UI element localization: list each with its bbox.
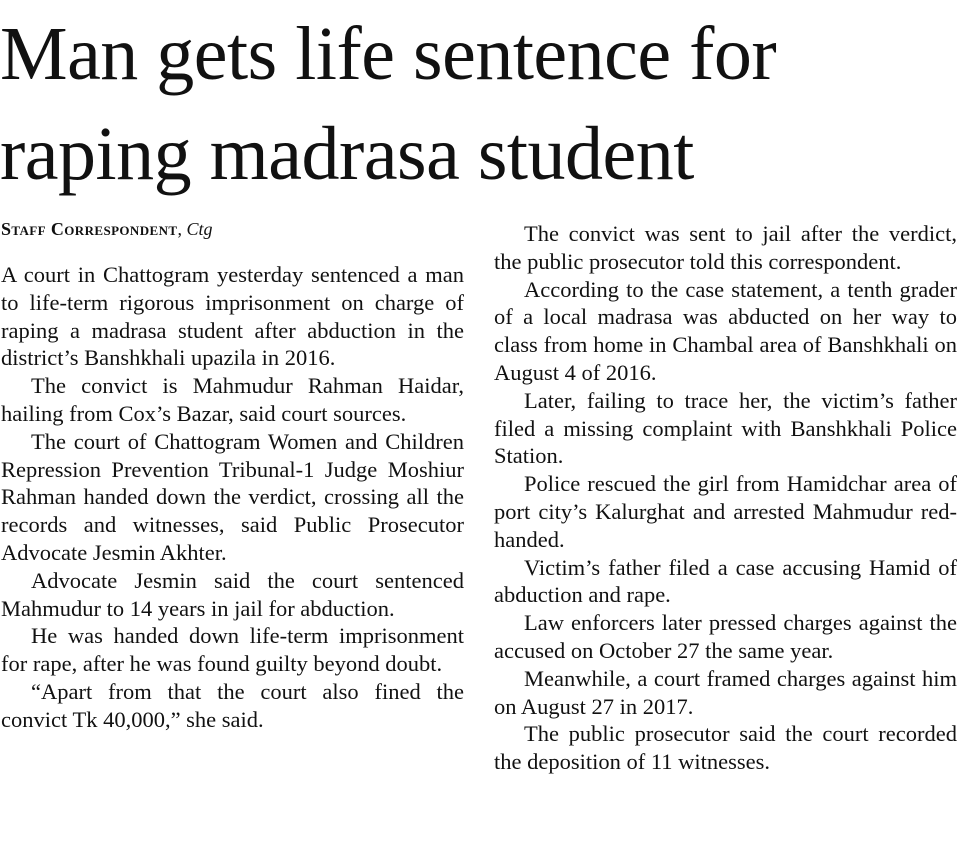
byline-separator: , [177, 219, 187, 239]
headline-line: Man gets life sentence for [0, 12, 777, 96]
article-paragraph: The convict was sent to jail after the verdict, the public prosecutor told this correspondent. [494, 221, 957, 274]
article-paragraph: A court in Chattogram yesterday sentenced a man to life-term rigorous imprisonment on charge of raping a madrasa student after abduction in the district’s Banshkhali upazila in 2016. [1, 262, 464, 371]
byline-location: Ctg [186, 219, 213, 239]
article-paragraph: He was handed down life-term imprisonment for rape, after he was found guilty beyond doubt. [1, 623, 464, 677]
article-paragraph: The public prosecutor said the court recorded the deposition of 11 witnesses. [494, 721, 957, 775]
article-paragraph: The court of Chattogram Women and Children Repression Prevention Tribunal-1 Judge Moshiur Rahman handed down the verdict, crossing all the records and witnesses, said Public Prosecutor Advocate Jesmin Akhter. [1, 428, 464, 565]
article-paragraph: “Apart from that the court also fined the convict Tk 40,000,” she said. [1, 678, 464, 732]
article-column-left [1, 261, 464, 734]
article-paragraph: Advocate Jesmin said the court sentenced Mahmudur to 14 years in jail for abduction. [1, 567, 464, 621]
article-paragraph: Law enforcers later pressed charges against the accused on October 27 the same year. [494, 610, 957, 663]
article-paragraph: Police rescued the girl from Hamidchar area of port city’s Kalurghat and arrested Mahmudur red-handed. [494, 471, 957, 552]
headline-line: raping madrasa student [0, 112, 694, 196]
byline [1, 218, 212, 240]
article-column-right [494, 220, 957, 776]
article-paragraph: The convict is Mahmudur Rahman Haidar, hailing from Cox’s Bazar, said court sources. [1, 373, 464, 426]
article-paragraph: Victim’s father filed a case accusing Hamid of abduction and rape. [494, 554, 957, 608]
article-paragraph: Later, failing to trace her, the victim’s father filed a missing complaint with Banshkhali Police Station. [494, 387, 957, 469]
article-paragraph: Meanwhile, a court framed charges against him on August 27 in 2017. [494, 665, 957, 719]
article-headline [0, 4, 957, 204]
byline-author: Staff Correspondent [1, 219, 178, 239]
article-paragraph: According to the case statement, a tenth grader of a local madrasa was abducted on her way to class from home in Chambal area of Banshkhali on August 4 of 2016. [494, 276, 957, 385]
